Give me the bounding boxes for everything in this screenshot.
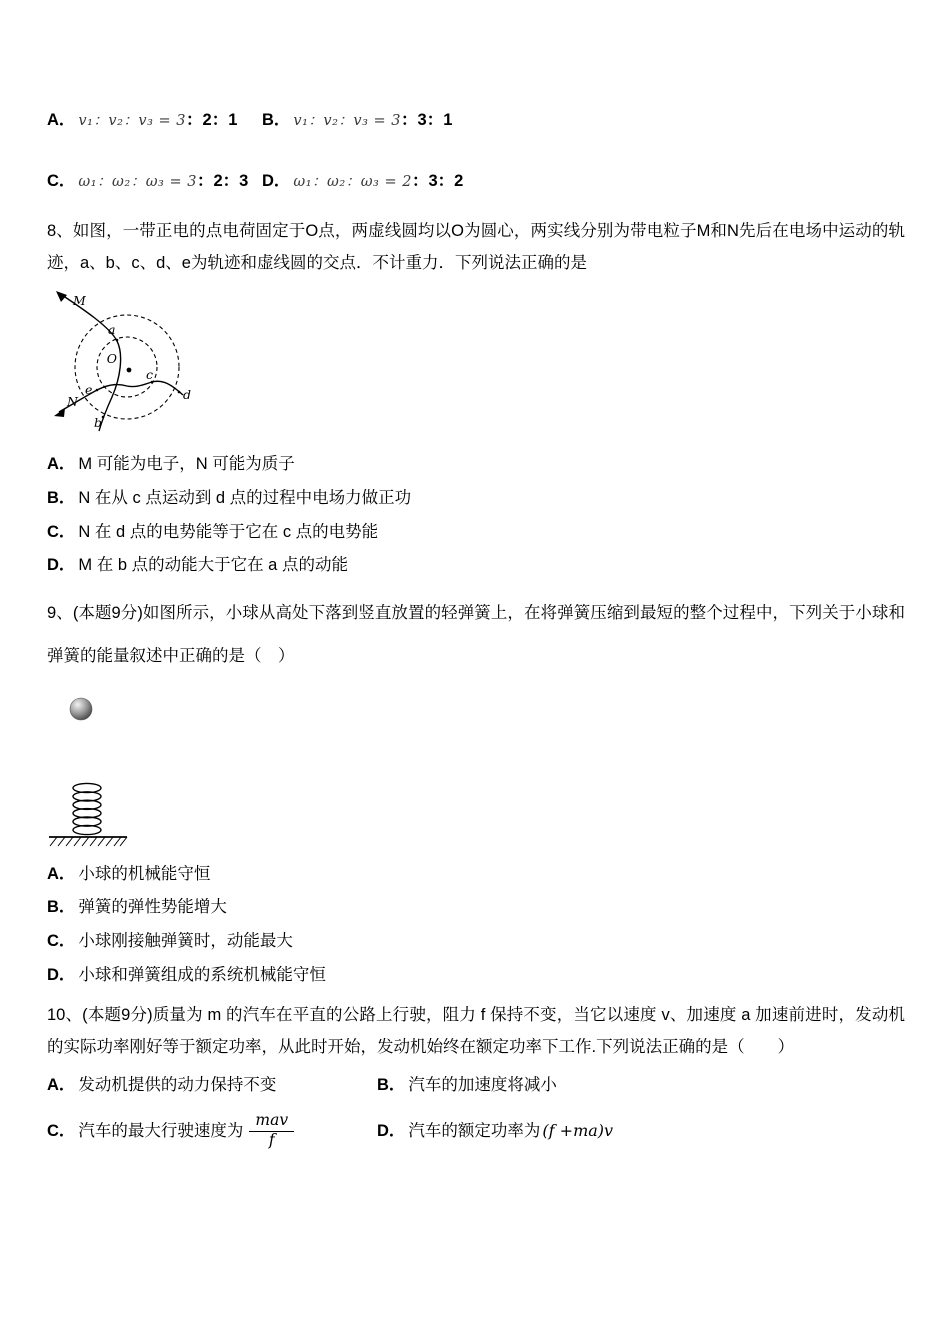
option-text: 汽车的最大行驶速度为: [78, 1121, 244, 1140]
option-ratio: ：3：1: [401, 111, 453, 129]
option-text: 汽车的额定功率为: [408, 1121, 541, 1140]
option-label: B．: [47, 488, 76, 507]
option-text: M 可能为电子，N 可能为质子: [78, 455, 295, 474]
option-text: 发动机提供的动力保持不变: [78, 1076, 277, 1095]
option-ratio: ：2：3: [196, 172, 249, 190]
outer-dashed-circle: [75, 315, 179, 419]
option-label: C．: [47, 522, 76, 541]
label-n: N: [67, 394, 78, 410]
option-9d: [47, 965, 905, 986]
option-equation: ω₁：ω₂：ω₃ = 3: [78, 174, 197, 190]
option-text: 汽车的加速度将减小: [408, 1076, 557, 1095]
point-b-dot: [102, 416, 105, 419]
label-b: b: [94, 415, 103, 431]
option-text: M 在 b 点的动能大于它在 a 点的动能: [78, 556, 348, 575]
max-speed-fraction: [249, 1112, 294, 1150]
option-label: A．: [47, 1076, 76, 1095]
question8-figure: [53, 291, 213, 441]
ground: [49, 837, 127, 846]
question7-options-row2: [47, 167, 905, 191]
ball: [70, 698, 92, 720]
option-9b: [47, 897, 905, 918]
option-equation: v₁：v₂：v₃ = 3: [78, 113, 187, 129]
option-label: A．: [47, 455, 76, 474]
question8-options: [47, 454, 905, 576]
label-d: d: [183, 387, 192, 403]
label-e: e: [85, 382, 93, 398]
option-text: N 在从 c 点运动到 d 点的过程中电场力做正功: [78, 488, 412, 507]
point-d-dot: [178, 391, 181, 394]
option-label: B．: [47, 898, 76, 917]
label-a: a: [108, 322, 116, 338]
fraction-numerator: mav: [249, 1112, 294, 1132]
option-8c: [47, 522, 905, 543]
option-equation: v₁：v₂：v₃ = 3: [293, 113, 402, 129]
option-label: D．: [47, 965, 76, 984]
option-9a: [47, 864, 905, 885]
option-10a: [47, 1075, 377, 1096]
label-m: M: [73, 293, 86, 309]
option-7c: [47, 167, 262, 191]
option-label: C．: [47, 931, 76, 950]
spring: [73, 783, 101, 834]
option-equation: ω₁：ω₂：ω₃ = 2: [293, 174, 412, 190]
label-o: O: [106, 351, 117, 367]
option-10d: [377, 1121, 613, 1142]
option-label: C．: [47, 1121, 76, 1140]
option-text: 小球的机械能守恒: [78, 864, 211, 883]
label-c: c: [146, 367, 154, 383]
option-label: A．: [47, 111, 76, 129]
question-9: [47, 592, 905, 985]
arrowhead-m: [56, 291, 67, 302]
question7-options-row1: [47, 106, 905, 130]
rated-power-formula: (f +ma)v: [542, 1120, 614, 1140]
fraction-denominator: f: [268, 1130, 275, 1149]
option-text: 小球和弹簧组成的系统机械能守恒: [78, 965, 326, 984]
option-label: D．: [377, 1121, 406, 1140]
option-ratio: ：3：2: [411, 172, 464, 190]
question-8: [47, 215, 905, 576]
option-label: B．: [377, 1076, 406, 1095]
option-text: 小球刚接触弹簧时，动能最大: [78, 931, 293, 950]
option-label: D．: [262, 172, 291, 190]
option-ratio: ：2：1: [186, 111, 238, 129]
option-label: B．: [262, 111, 291, 129]
arrowhead-n: [54, 408, 65, 417]
point-charge-dot: [127, 368, 132, 373]
option-10c: [47, 1112, 377, 1150]
option-9c: [47, 931, 905, 952]
option-7b: [262, 106, 452, 130]
option-10b: [377, 1075, 613, 1096]
option-8a: [47, 454, 905, 475]
question10-options: [47, 1075, 905, 1149]
option-8d: [47, 555, 905, 576]
option-7d: [262, 167, 463, 191]
question8-stem: 8、如图，一带正电的点电荷固定于O点，两虚线圆均以O为圆心，两实线分别为带电粒子M和N先后在电场中运动的轨迹，a、b、c、d、e为轨迹和虚线圆的交点．不计重力．下列说法正确的是: [47, 222, 905, 273]
point-a-dot: [116, 339, 119, 342]
question-10: [47, 999, 905, 1150]
option-label: C．: [47, 172, 76, 190]
option-text: N 在 d 点的电势能等于它在 c 点的电势能: [78, 522, 379, 541]
option-8b: [47, 488, 905, 509]
option-label: A．: [47, 864, 76, 883]
question9-stem: 9、(本题9分)如图所示，小球从高处下落到竖直放置的轻弹簧上，在将弹簧压缩到最短的整个过程中，下列关于小球和弹簧的能量叙述中正确的是（ ）: [47, 603, 905, 665]
option-text: 弹簧的弹性势能增大: [78, 898, 227, 917]
option-label: D．: [47, 556, 76, 575]
option-7a: [47, 106, 262, 130]
question9-options: [47, 864, 905, 986]
question9-figure: [47, 692, 177, 850]
question10-stem: 10、(本题9分)质量为 m 的汽车在平直的公路上行驶，阻力 f 保持不变，当它以速度 v、加速度 a 加速前进时，发动机的实际功率刚好等于额定功率，从此时开始，发动机始终在额定功率下工作.下列说法正确的是（ ）: [47, 1006, 905, 1057]
point-e-dot: [96, 389, 99, 392]
